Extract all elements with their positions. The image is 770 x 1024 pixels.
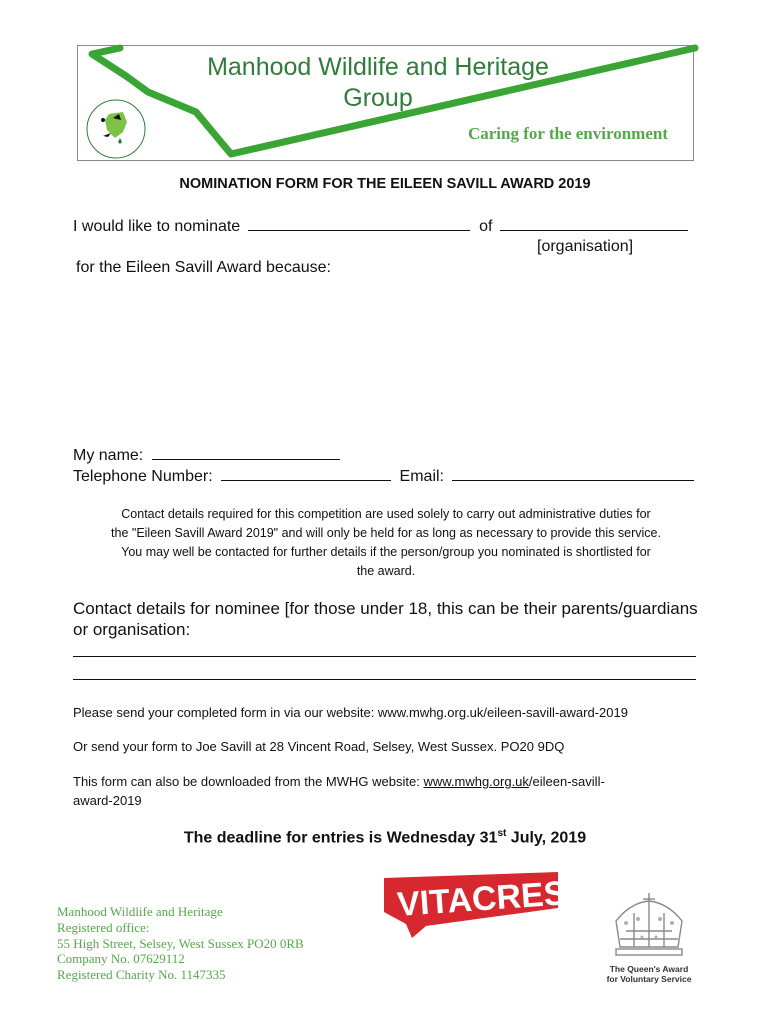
download-suffix-1: /eileen-savill- — [528, 774, 605, 789]
telephone-email-row — [73, 466, 694, 487]
because-label: for the Eileen Savill Award because: — [76, 259, 331, 276]
nominate-label: I would like to nominate — [73, 218, 241, 235]
org-name-line1: Manhood Wildlife and Heritage — [207, 53, 549, 81]
queens-award-logo — [606, 893, 692, 984]
vitacress-logo — [382, 872, 591, 945]
my-name-row — [73, 445, 340, 466]
of-label: of — [479, 218, 493, 235]
deadline-ordinal: st — [497, 828, 507, 839]
telephone-label: Telephone Number: — [73, 468, 213, 485]
deadline-notice — [0, 828, 770, 847]
queens-award-caption — [606, 964, 692, 984]
my-name-field[interactable] — [152, 445, 340, 460]
crown-icon — [606, 893, 692, 957]
nominate-row — [73, 216, 688, 237]
organisation-caption: [organisation] — [537, 238, 634, 255]
email-field[interactable] — [452, 466, 694, 481]
nominee-heading-line2: or organisation: — [73, 620, 191, 639]
organisation-name — [138, 52, 618, 114]
download-suffix-2: award-2019 — [73, 793, 142, 808]
telephone-field[interactable] — [221, 466, 391, 481]
nominee-contact-field-2[interactable] — [73, 679, 696, 680]
registered-office-footer — [57, 904, 304, 983]
footer-line5: Registered Charity No. 1147335 — [57, 967, 226, 983]
notice-line2: the "Eileen Savill Award 2019" and will only be held for as long as necessary to provide this service. — [111, 526, 661, 540]
post-instruction: Or send your form to Joe Savill at 28 Vincent Road, Selsey, West Sussex. PO20 9DQ — [73, 739, 565, 754]
reason-text-area[interactable] — [73, 285, 696, 435]
form-title: NOMINATION FORM FOR THE EILEEN SAVILL AWARD 2019 — [179, 176, 591, 192]
nominee-contact-field-1[interactable] — [73, 656, 696, 657]
nominee-organisation-field[interactable] — [500, 216, 688, 231]
email-label: Email: — [399, 468, 444, 485]
notice-line1: Contact details required for this competition are used solely to carry out administrative duties for — [121, 507, 651, 521]
privacy-notice — [66, 505, 706, 581]
queens-award-line2: for Voluntary Service — [606, 974, 692, 984]
vitacress-wordmark: VITACRESS — [395, 872, 591, 924]
nominee-heading-line1: Contact details for nominee [for those under 18, this can be their parents/guardians — [73, 599, 698, 618]
deadline-suffix: July, 2019 — [506, 829, 587, 847]
header-banner — [77, 45, 694, 161]
my-name-label: My name: — [73, 447, 144, 464]
website-instruction: Please send your completed form in via our website: www.mwhg.org.uk/eileen-savill-award-2019 — [73, 705, 628, 720]
org-name-line2: Group — [343, 84, 413, 112]
tagline: Caring for the environment — [467, 124, 668, 143]
download-instruction — [73, 772, 713, 810]
mwhg-website-link[interactable]: www.mwhg.org.uk — [423, 774, 529, 789]
notice-line4: the award. — [356, 564, 416, 578]
queens-award-line1: The Queen's Award — [609, 964, 689, 974]
footer-line3: 55 High Street, Selsey, West Sussex PO20 0RB — [57, 935, 304, 951]
footer-line2: Registered office: — [57, 919, 150, 935]
notice-line3: You may well be contacted for further details if the person/group you nominated is shortlisted for — [121, 545, 651, 559]
download-prefix: This form can also be downloaded from the MWHG website: — [73, 774, 424, 789]
footer-line4: Company No. 07629112 — [57, 951, 185, 967]
deadline-prefix: The deadline for entries is Wednesday 31 — [183, 829, 498, 847]
nominee-name-field[interactable] — [248, 216, 470, 231]
footer-line1: Manhood Wildlife and Heritage — [57, 904, 223, 919]
nominee-contact-heading — [73, 598, 713, 640]
